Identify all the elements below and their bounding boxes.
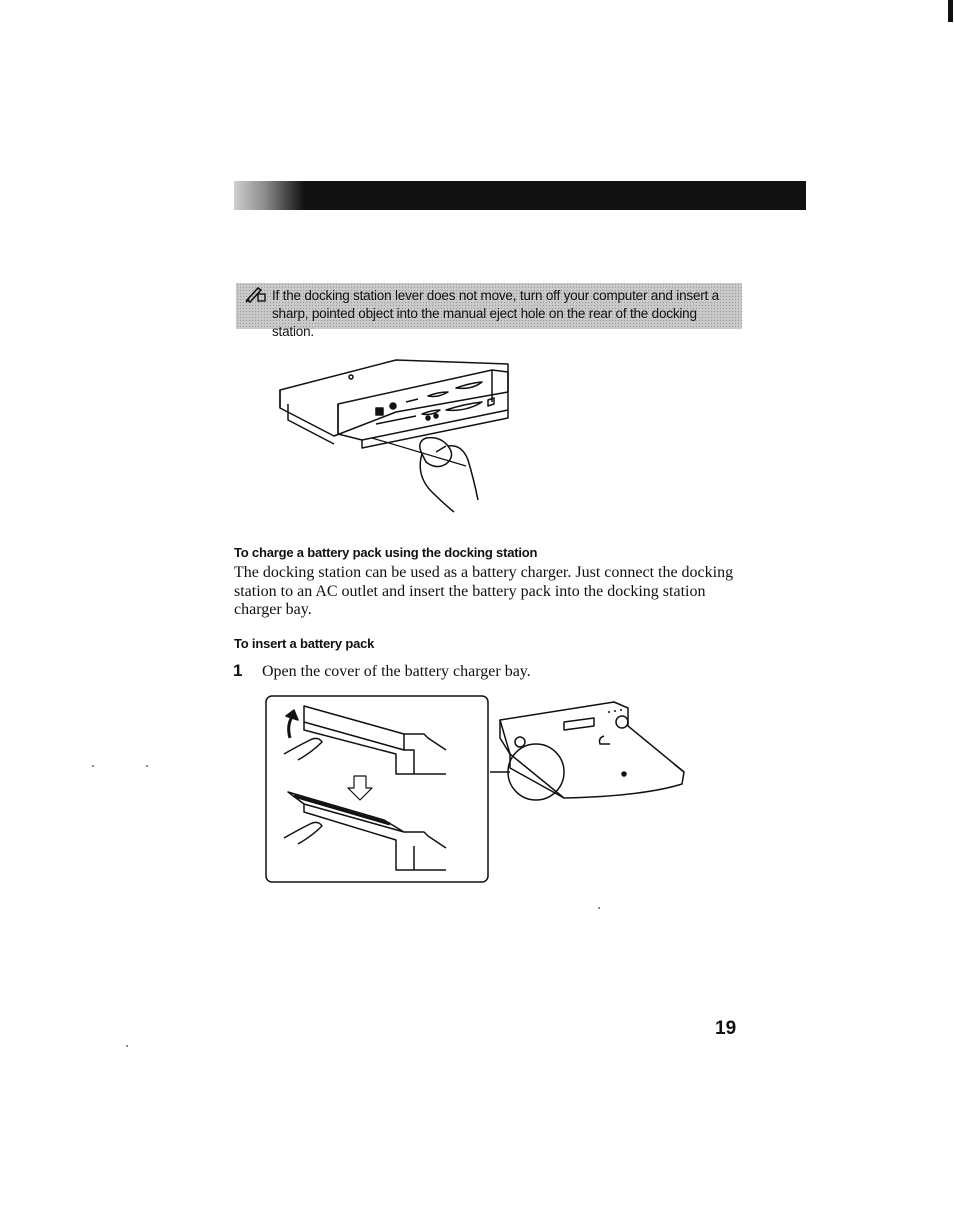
scan-speck xyxy=(126,1045,128,1047)
page-edge-mark xyxy=(948,0,953,22)
step-number: 1 xyxy=(233,661,243,680)
charge-body-text: The docking station can be used as a battery charger. Just connect the docking station to an AC outlet and insert the battery pack into the docking station charger bay. xyxy=(234,564,734,618)
scan-speck xyxy=(598,907,600,909)
insert-heading: To insert a battery pack xyxy=(234,636,375,651)
note-box xyxy=(236,283,742,339)
step-text: Open the cover of the battery charger bay. xyxy=(262,663,531,680)
page-number: 19 xyxy=(715,1018,737,1039)
docking-station-eject-illustration xyxy=(276,352,526,532)
scan-speck xyxy=(92,765,94,767)
scan-speck xyxy=(146,765,148,767)
note-pencil-icon xyxy=(244,285,266,303)
note-text: If the docking station lever does not move, turn off your computer and insert a sharp, pointed object into the manual eject hole on the rear of the docking station. xyxy=(272,288,719,339)
section-header-bar xyxy=(234,181,806,210)
detail-frame xyxy=(266,696,488,882)
charge-heading: To charge a battery pack using the docking station xyxy=(234,545,538,560)
charger-bay-illustration xyxy=(264,694,688,884)
header-bar-fade xyxy=(234,181,304,210)
